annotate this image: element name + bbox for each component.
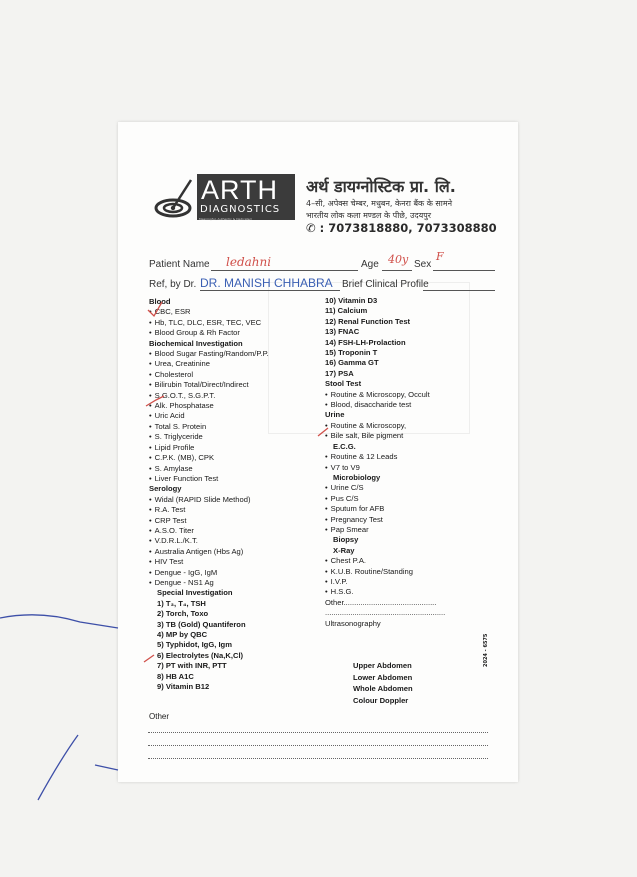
blue-scribble-1	[0, 615, 118, 628]
test-item: 12) Renal Function Test	[325, 316, 411, 326]
test-item: .........................................................	[325, 608, 446, 618]
test-item: • Bile salt, Bile pigment	[325, 431, 445, 441]
phone-numbers: ✆ : 7073818880, 7073308880	[306, 221, 497, 235]
test-item: • C.P.K. (MB), CPK	[149, 453, 269, 463]
test-item: 8) HB A1C	[157, 671, 194, 681]
test-item: 13) FNAC	[325, 327, 360, 337]
test-item: • Widal (RAPID Slide Method)	[149, 495, 269, 505]
patient-name-label: Patient Name	[149, 259, 210, 270]
logo-word: ARTH	[201, 175, 279, 205]
sex-value: F	[436, 250, 444, 263]
test-item: Microbiology	[333, 472, 381, 482]
test-item: • CRP Test	[149, 516, 269, 526]
test-item: Ultrasonography	[325, 618, 381, 628]
test-item: Blood	[149, 297, 171, 306]
test-item: • Total S. Protein	[149, 422, 269, 432]
test-item: 16) Gamma GT	[325, 358, 379, 368]
test-item: Special Investigation	[157, 588, 233, 598]
patient-name-value: ledahni	[226, 255, 272, 269]
brief-clinical-label: Brief Clinical Profile	[342, 279, 429, 290]
test-item: • S. Triglyceride	[149, 432, 269, 442]
test-item: X-Ray	[333, 545, 355, 555]
test-item: Serology	[149, 484, 182, 494]
test-item: 1) T₃, T₄, TSH	[157, 598, 206, 608]
test-item: • K.U.B. Routine/Standing	[325, 567, 445, 577]
ref-label: Ref, by Dr.	[149, 279, 197, 290]
test-item: • Bilirubin Total/Direct/Indirect	[149, 380, 269, 390]
test-item: Biopsy	[333, 535, 359, 545]
other-label: Other	[149, 712, 170, 721]
test-item: • Urea, Creatinine	[149, 359, 269, 369]
sex-label: Sex	[414, 259, 432, 270]
test-item: Other............................................	[325, 597, 437, 607]
test-item: 2) Torch, Toxo	[157, 609, 209, 619]
test-item: • Blood Group & Rh Factor	[149, 328, 269, 338]
test-item: • S.G.O.T., S.G.P.T.	[149, 391, 269, 401]
test-item: 4) MP by QBC	[157, 630, 208, 639]
test-item: • HIV Test	[149, 557, 269, 567]
hindi-address-line-2: भारतीय लोक कला मण्डल के पीछे, उदयपुर	[306, 211, 432, 220]
test-item: • R.A. Test	[149, 505, 269, 515]
test-item: • Dengue - NS1 Ag	[149, 578, 269, 588]
usg-option: Lower Abdomen	[353, 672, 413, 682]
usg-option: Colour Doppler	[353, 695, 409, 705]
test-item: • I.V.P.	[325, 577, 445, 587]
usg-option: Whole Abdomen	[353, 684, 413, 693]
usg-option: Upper Abdomen	[353, 661, 412, 670]
test-item: • Routine & 12 Leads	[325, 452, 445, 462]
test-item: • S. Amylase	[149, 464, 269, 474]
age-value: 40y	[388, 253, 409, 266]
test-item: • Pus C/S	[325, 494, 445, 504]
test-item: • Lipid Profile	[149, 443, 269, 453]
test-item: E.C.G.	[333, 441, 356, 451]
test-item: • Uric Acid	[149, 411, 269, 421]
test-item: 7) PT with INR, PTT	[157, 661, 227, 671]
blue-scribble-3	[95, 765, 118, 770]
blue-scribble-2	[38, 735, 78, 800]
test-item: 14) FSH-LH-Prolaction	[325, 337, 406, 347]
test-item: • Blood Sugar Fasting/Random/P.P.	[149, 349, 269, 359]
test-item: • CBC, ESR	[149, 307, 269, 317]
test-item: • Sputum for AFB	[325, 504, 445, 514]
form-code: 2024 - 6575	[483, 633, 489, 667]
test-item: Stool Test	[325, 379, 362, 389]
test-item: • A.S.O. Titer	[149, 526, 269, 536]
hindi-title: अर्थ डायग्नोस्टिक प्रा. लि.	[306, 177, 456, 196]
test-item: • Chest P.A.	[325, 556, 445, 566]
test-item: • H.S.G.	[325, 587, 445, 597]
test-item: Biochemical Investigation	[149, 338, 243, 348]
test-item: • Alk. Phosphatase	[149, 401, 269, 411]
test-item: • Cholesterol	[149, 370, 269, 380]
test-item: 11) Calcium	[325, 306, 368, 316]
test-item: • Liver Function Test	[149, 474, 269, 484]
test-item: • V.D.R.L./K.T.	[149, 536, 269, 546]
test-item: 3) TB (Gold) Quantiferon	[157, 619, 246, 629]
test-item: • Blood, disaccharide test	[325, 400, 445, 410]
test-item: • Australia Antigen (Hbs Ag)	[149, 547, 269, 557]
test-item: Urine	[325, 410, 345, 420]
test-item: • Dengue - IgG, IgM	[149, 568, 269, 578]
test-item: 9) Vitamin B12	[157, 682, 210, 692]
test-item: • V7 to V9	[325, 463, 445, 473]
test-item: 5) Typhidot, IgG, Igm	[157, 640, 232, 650]
test-item: 17) PSA	[325, 368, 354, 378]
test-item: 6) Electrolytes (Na,K,Cl)	[157, 650, 244, 660]
test-item: • Pregnancy Test	[325, 515, 445, 525]
test-item: • Hb, TLC, DLC, ESR, TEC, VEC	[149, 318, 269, 328]
age-label: Age	[361, 259, 379, 270]
test-item: • Pap Smear	[325, 525, 445, 535]
logo-sub: DIAGNOSTICS	[200, 204, 281, 215]
test-item: • Routine & Microscopy, Occult	[325, 390, 445, 400]
logo-tagline: Meaningful, Authentic & Dedicated	[199, 217, 252, 221]
ref-doctor-value: DR. MANISH CHHABRA	[200, 276, 333, 290]
test-item: 15) Troponin T	[325, 348, 378, 358]
test-item: 10) Vitamin D3	[325, 296, 378, 305]
test-item: • Urine C/S	[325, 483, 445, 493]
test-item: • Routine & Microscopy,	[325, 421, 445, 431]
hindi-address-line-1: 4–सी, अपेक्स चेम्बर, मधुबन, केनरा बैंक के सामने	[306, 199, 453, 208]
